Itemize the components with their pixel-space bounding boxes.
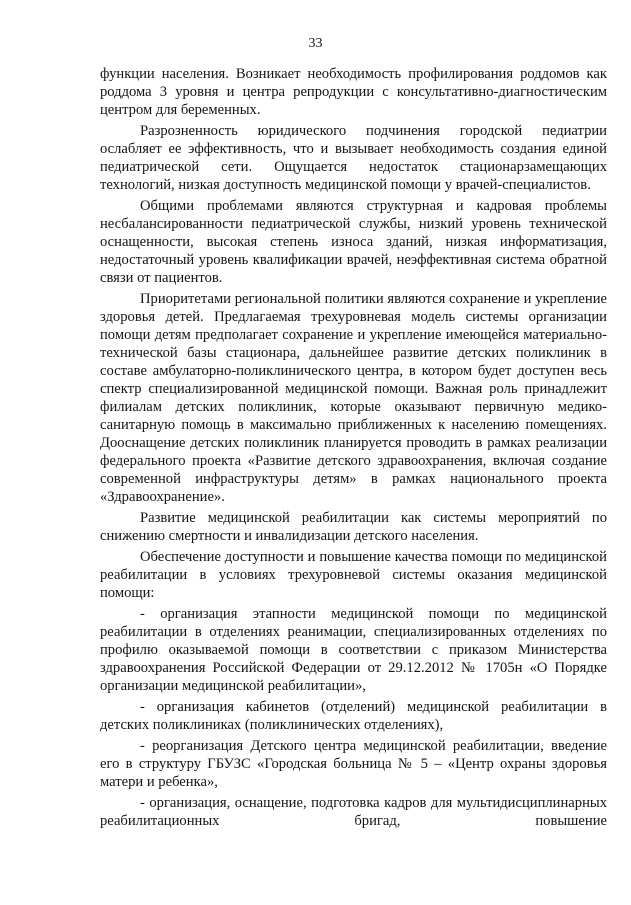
list-item: - организация этапности медицинской помощи по медицинской реабилитации в отделениях реанимации, специализированных отделениях по профилю оказываемой помощи в соответствии с приказом Министерства здравоохранения Российской Федерации от 29.12.2012 № 1705н «О Порядке организации медицинской реабилитации», [100, 606, 607, 694]
paragraph: Общими проблемами являются структурная и кадровая проблемы несбалансированности педиатрической службы, низкий уровень технической оснащенности, высокая степень износа зданий, низкая информатизация, недостаточный уровень квалификации врачей, неэффективная система обратной связи от пациентов. [100, 198, 607, 286]
paragraph: функции населения. Возникает необходимость профилирования роддомов как роддома 3 уровня и центра репродукции с консультативно-диагностическим центром для беременных. [100, 66, 607, 118]
body-text [100, 65, 607, 833]
paragraph: Развитие медицинской реабилитации как системы мероприятий по снижению смертности и инвалидизации детского населения. [100, 510, 607, 544]
paragraph: Приоритетами региональной политики являются сохранение и укрепление здоровья детей. Предлагаемая трехуровневая модель системы организации помощи детям предполагает сохранение и укрепление имеющейся материально-технической базы стационара, дальнейшее развитие детских поликлиник в составе амбулаторно-поликлинического центра, в котором будет доступен весь спектр специализированной медицинской помощи. Важная роль принадлежит филиалам детских поликлиник, которые оказывают первичную медико-санитарную помощь в максимально приближенных к населению помещениях. Дооснащение детских поликлиник планируется проводить в рамках реализации федерального проекта «Развитие детского здравоохранения, включая создание современной инфраструктуры детям» в рамках национального проекта «Здравоохранение». [100, 291, 607, 505]
paragraph: Разрозненность юридического подчинения городской педиатрии ослабляет ее эффективность, что и вызывает необходимость создания единой педиатрической сети. Ощущается недостаток стационарзамещающих технологий, низкая доступность медицинской помощи у врачей-специалистов. [100, 123, 607, 193]
list-item: - организация кабинетов (отделений) медицинской реабилитации в детских поликлиниках (поликлинических отделениях), [100, 699, 607, 733]
list-item: - реорганизация Детского центра медицинской реабилитации, введение его в структуру ГБУЗС «Городская больница № 5 – «Центр охраны здоровья матери и ребенка», [100, 738, 607, 790]
page-number: 33 [308, 36, 323, 51]
list-item: - организация, оснащение, подготовка кадров для мультидисциплинарных реабилитационных бригад, повышение [100, 795, 607, 829]
paragraph: Обеспечение доступности и повышение качества помощи по медицинской реабилитации в условиях трехуровневой системы оказания медицинской помощи: [100, 549, 607, 601]
